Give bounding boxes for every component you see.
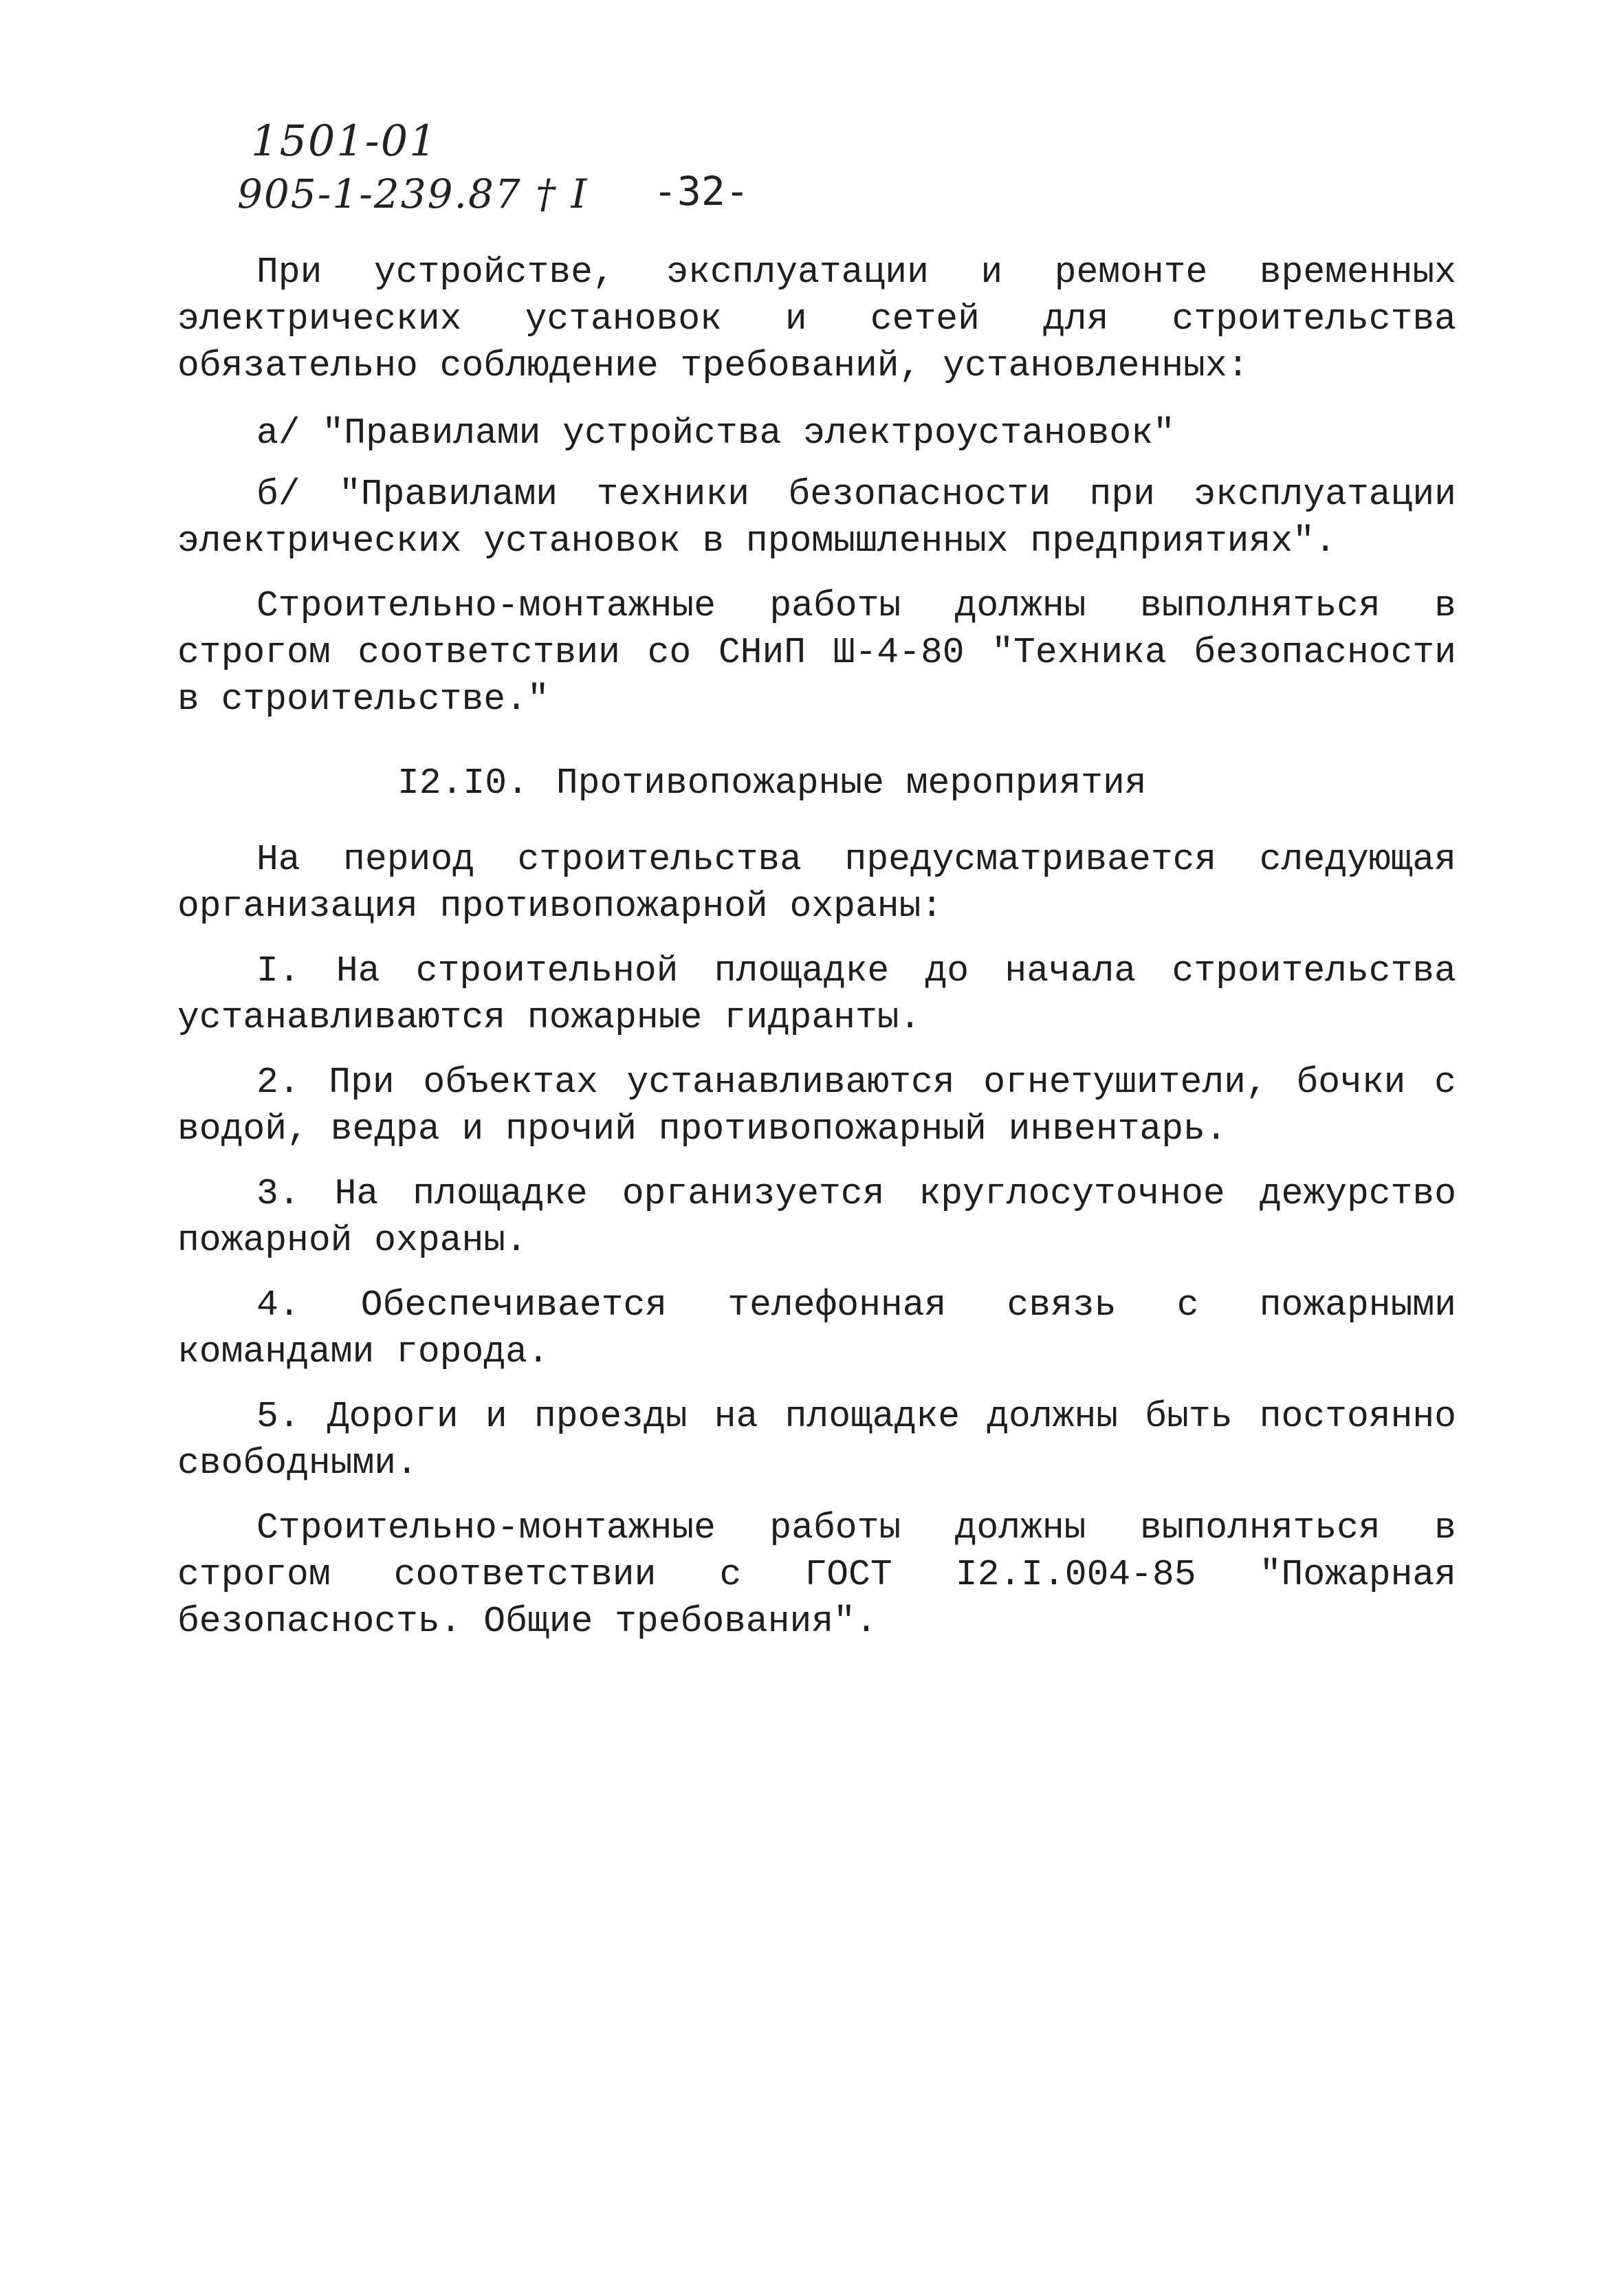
section-title: Противопожарные мероприятия [556,763,1147,804]
list-item-2: 2. При объектах устанавливаются огнетушители, бочки с водой, ведра и прочий противопожарный инвентарь. [177,1062,1456,1150]
handwritten-project-code: 1501-01 [251,116,438,166]
list-item-5: 5. Дороги и проезды на площадке должны быть постоянно свободными. [177,1396,1456,1484]
paragraph-item-a: а/ "Правилами устройства электроустановок" [256,413,1175,454]
section-heading [397,760,1147,807]
handwritten-document-number: 905-1-239.87 † I [237,171,589,217]
paragraph-electrical-requirements: При устройстве, эксплуатации и ремонте временных электрических установок и сетей для строительства обязательно соблюдение требований, установленных: [177,252,1456,386]
section-number: I2.I0. [397,763,529,804]
paragraph-fire-intro: На период строительства предусматривается следующая организация противопожарной охраны: [177,839,1456,927]
list-item-3: 3. На площадке организуется круглосуточное дежурство пожарной охраны. [177,1173,1456,1261]
list-item-1: I. На строительной площадке до начала строительства устанавливаются пожарные гидранты. [177,950,1456,1038]
paragraph-snip-compliance: Строительно-монтажные работы должны выполняться в строгом соответствии со СНиП Ш-4-80 "Техника безопасности в строительстве." [177,585,1456,720]
paragraph-gost-compliance: Строительно-монтажные работы должны выполняться в строгом соответствии с ГОСТ I2.I.004-85 "Пожарная безопасность. Общие требования". [177,1507,1456,1642]
paragraph-item-b: б/ "Правилами техники безопасности при эксплуатации электрических установок в промышленных предприятиях". [177,474,1456,562]
page-number: -32- [653,168,749,215]
list-item-4: 4. Обеспечивается телефонная связь с пожарными командами города. [177,1284,1456,1373]
